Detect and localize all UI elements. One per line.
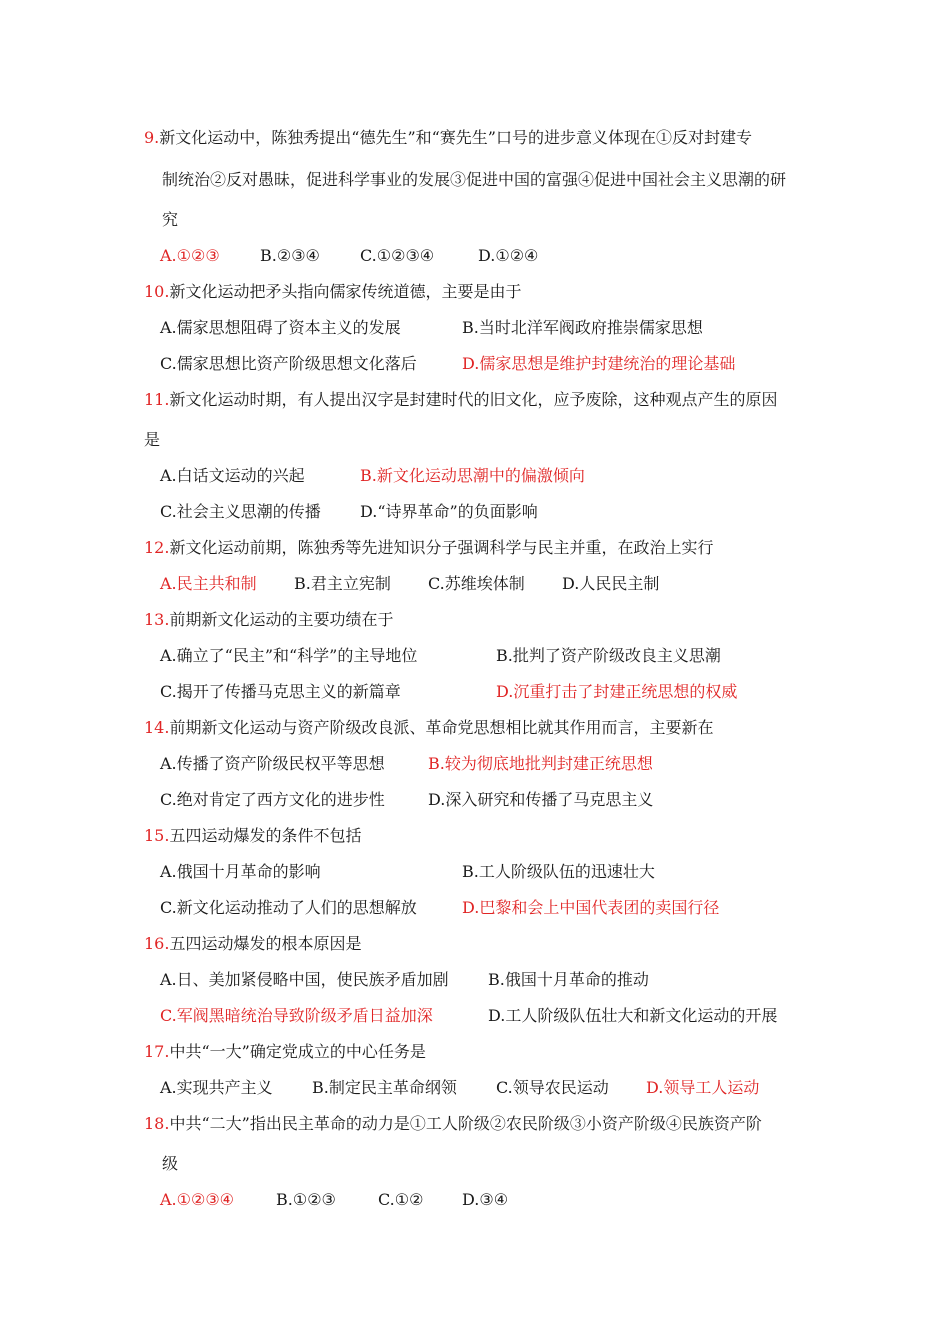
question-18-option-d[interactable]: D.③④ [462, 1190, 509, 1209]
question-9-stem-line-1 [144, 128, 752, 148]
question-9-option-d[interactable]: D.①②④ [478, 246, 539, 265]
question-text: 新文化运动前期，陈独秀等先进知识分子强调科学与民主并重，在政治上实行 [169, 538, 714, 557]
question-12-option-a[interactable]: A.民主共和制 [160, 574, 257, 593]
question-text: 前期新文化运动的主要功绩在于 [169, 610, 394, 629]
question-15-option-a[interactable]: A.俄国十月革命的影响 [160, 862, 321, 881]
question-10-option-a[interactable]: A.儒家思想阻碍了资本主义的发展 [160, 318, 401, 337]
question-10-option-d[interactable]: D.儒家思想是维护封建统治的理论基础 [462, 354, 736, 373]
question-12-option-d[interactable]: D.人民民主制 [562, 574, 660, 593]
question-text: 五四运动爆发的条件不包括 [169, 826, 362, 845]
question-text: 新文化运动中，陈独秀提出“德先生”和“赛先生”口号的进步意义体现在①反对封建专 [159, 128, 752, 147]
question-10-option-c[interactable]: C.儒家思想比资产阶级思想文化落后 [160, 354, 417, 373]
question-17-option-c[interactable]: C.领导农民运动 [496, 1078, 609, 1097]
question-14-option-c[interactable]: C.绝对肯定了西方文化的进步性 [160, 790, 385, 809]
question-13-option-d[interactable]: D.沉重打击了封建正统思想的权威 [496, 682, 738, 701]
question-18-option-a[interactable]: A.①②③④ [160, 1190, 235, 1209]
question-number: 16. [144, 934, 170, 953]
question-18-stem-line-1 [144, 1114, 762, 1134]
question-11-stem-line-1 [144, 390, 777, 410]
question-16-option-b[interactable]: B.俄国十月革命的推动 [488, 970, 649, 989]
question-10-option-b[interactable]: B.当时北洋军阀政府推崇儒家思想 [462, 318, 703, 337]
question-17-option-a[interactable]: A.实现共产主义 [160, 1078, 273, 1097]
question-18-option-c[interactable]: C.①② [378, 1190, 424, 1209]
question-number: 18. [144, 1114, 170, 1133]
question-15-option-d[interactable]: D.巴黎和会上中国代表团的卖国行径 [462, 898, 720, 917]
question-17-option-b[interactable]: B.制定民主革命纲领 [312, 1078, 457, 1097]
question-13-option-c[interactable]: C.揭开了传播马克思主义的新篇章 [160, 682, 401, 701]
question-9-option-b[interactable]: B.②③④ [260, 246, 320, 265]
question-17-stem-line-1 [144, 1042, 426, 1062]
question-18-option-b[interactable]: B.①②③ [276, 1190, 336, 1209]
question-number: 17. [144, 1042, 170, 1061]
question-number: 10. [144, 282, 170, 301]
question-14-option-a[interactable]: A.传播了资产阶级民权平等思想 [160, 754, 385, 773]
question-15-option-b[interactable]: B.工人阶级队伍的迅速壮大 [462, 862, 655, 881]
question-text: 前期新文化运动与资产阶级改良派、革命党思想相比就其作用而言，主要新在 [169, 718, 714, 737]
question-15-option-c[interactable]: C.新文化运动推动了人们的思想解放 [160, 898, 417, 917]
question-14-option-d[interactable]: D.深入研究和传播了马克思主义 [428, 790, 654, 809]
question-10-stem-line-1 [144, 282, 521, 302]
question-9-stem-line-2: 制统治②反对愚昧，促进科学事业的发展③促进中国的富强④促进中国社会主义思潮的研 [162, 170, 787, 189]
question-12-option-c[interactable]: C.苏维埃体制 [428, 574, 525, 593]
question-12-option-b[interactable]: B.君主立宪制 [294, 574, 391, 593]
question-number: 14. [144, 718, 170, 737]
question-13-option-a[interactable]: A.确立了“民主”和“科学”的主导地位 [160, 646, 418, 665]
question-13-stem-line-1 [144, 610, 393, 630]
question-number: 9. [144, 128, 160, 147]
question-number: 13. [144, 610, 170, 629]
question-18-stem-line-2: 级 [162, 1154, 179, 1173]
question-11-option-b[interactable]: B.新文化运动思潮中的偏激倾向 [360, 466, 585, 485]
question-number: 11. [144, 390, 170, 409]
question-12-stem-line-1 [144, 538, 713, 558]
question-16-option-d[interactable]: D.工人阶级队伍壮大和新文化运动的开展 [488, 1006, 778, 1025]
question-text: 中共“二大”指出民主革命的动力是①工人阶级②农民阶级③小资产阶级④民族资产阶 [169, 1114, 762, 1133]
question-15-stem-line-1 [144, 826, 361, 846]
question-16-option-a[interactable]: A.日、美加紧侵略中国，使民族矛盾加剧 [160, 970, 449, 989]
question-11-option-a[interactable]: A.白话文运动的兴起 [160, 466, 305, 485]
question-text: 新文化运动把矛头指向儒家传统道德，主要是由于 [169, 282, 522, 301]
question-14-stem-line-1 [144, 718, 713, 738]
question-9-option-c[interactable]: C.①②③④ [360, 246, 435, 265]
question-11-option-d[interactable]: D.“诗界革命”的负面影响 [360, 502, 538, 521]
question-number: 15. [144, 826, 170, 845]
question-9-stem-line-3: 究 [162, 210, 179, 229]
question-text: 中共“一大”确定党成立的中心任务是 [169, 1042, 426, 1061]
question-text: 新文化运动时期，有人提出汉字是封建时代的旧文化，应予废除，这种观点产生的原因 [169, 390, 778, 409]
question-text: 五四运动爆发的根本原因是 [169, 934, 362, 953]
question-17-option-d[interactable]: D.领导工人运动 [646, 1078, 760, 1097]
question-16-stem-line-1 [144, 934, 361, 954]
question-13-option-b[interactable]: B.批判了资产阶级改良主义思潮 [496, 646, 721, 665]
question-number: 12. [144, 538, 170, 557]
question-14-option-b[interactable]: B.较为彻底地批判封建正统思想 [428, 754, 653, 773]
question-16-option-c[interactable]: C.军阀黑暗统治导致阶级矛盾日益加深 [160, 1006, 433, 1025]
question-9-option-a[interactable]: A.①②③ [160, 246, 220, 265]
question-11-stem-line-2: 是 [144, 430, 161, 449]
question-11-option-c[interactable]: C.社会主义思潮的传播 [160, 502, 321, 521]
